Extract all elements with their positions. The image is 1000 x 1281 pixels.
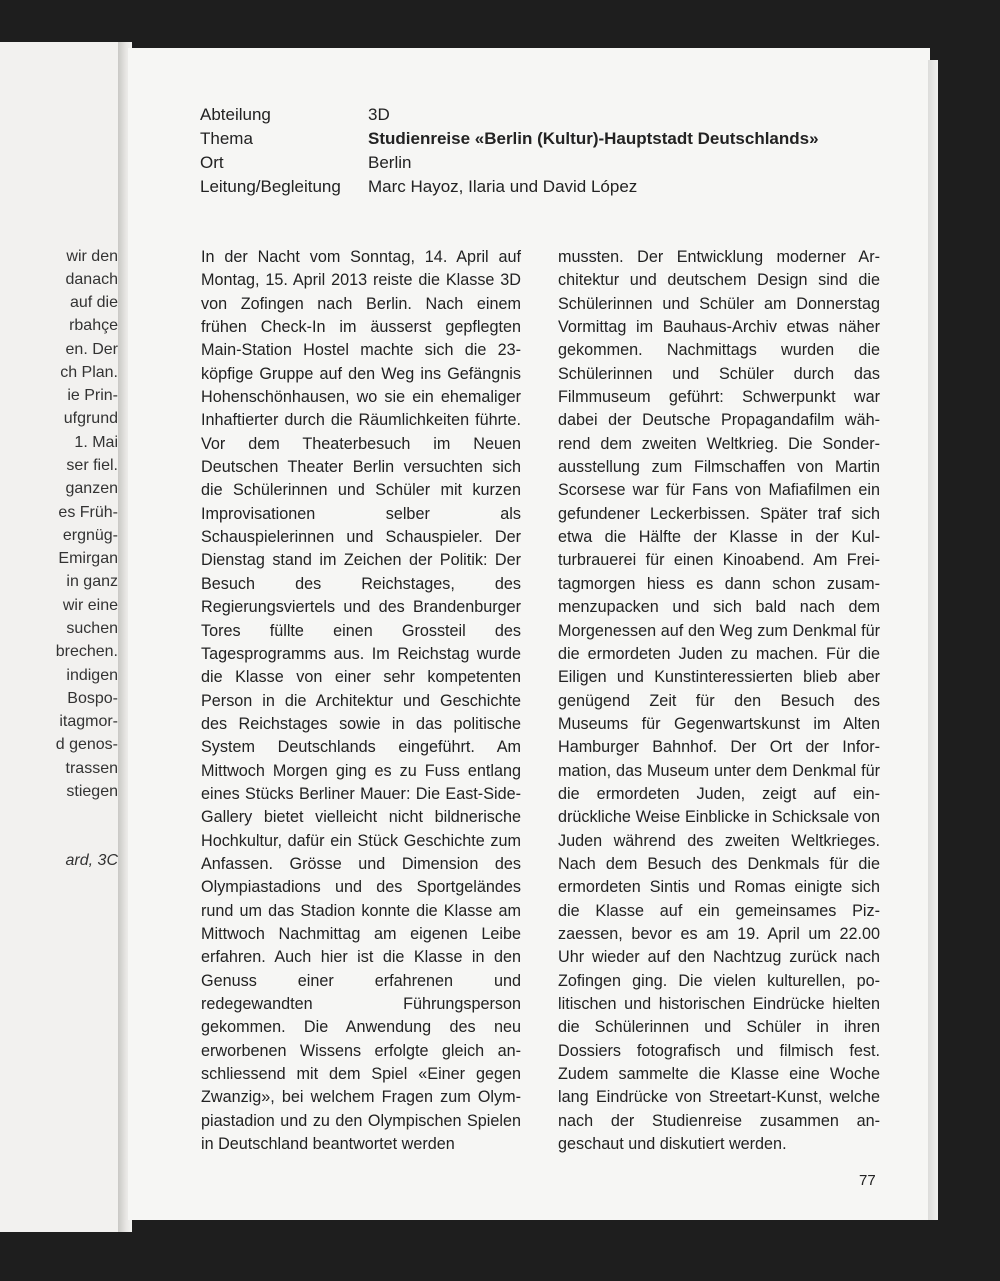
article-column-left: In der Nacht vom Sonntag, 14. April auf Montag, 15. April 2013 reiste die Klasse 3D von Zofingen nach Berlin. Nach einem frühen Check-In im äusserst gepflegten Main-Station Hostel machte sich die 23-köpfige Gruppe auf den Weg ins Gefängnis Hohenschönhausen, wo sie ein ehemaliger Inhaftierter durch die Räumlichkeiten führte. Vor dem Theaterbesuch im Neuen Deutschen Theater Berlin versuchten sich die Schülerinnen und Schüler mit kurzen Improvisationen selber als Schauspielerinnen und Schauspieler. Der Dienstag stand im Zeichen der Politik: Der Besuch des Reichstages, des Regierungsviertels und des Brandenburger Tores füllte einen Grossteil des Tagesprogramms aus. Im Reichstag wurde die Klasse von einer sehr kompetenten Person in die Architektur und Geschichte des Reichstages sowie in das politische System Deutschlands eingeführt. Am Mittwoch Morgen ging es zu Fuss entlang eines Stücks Berliner Mauer: Die East-Side-Gallery bietet vielleicht nicht bildnerische Hochkultur, dafür ein Stück Geschichte zum Anfassen. Grösse und Dimension des Olympiastadions und des Sportgeländes rund um das Stadion konnte die Klasse am Mittwoch Nachmittag am eigenen Leibe erfahren. Auch hier ist die Klasse in den Genuss einer erfahrenen und redegewandten Führungsperson gekommen. Die Anwendung des neu erworbenen Wissens erfolgte gleich anschliessend mit dem Spiel «Einer gegen Zwanzig», bei welchem Fragen zum Olympiastadion und zu den Olympischen Spielen in Deutschland beantwortet werden	[201, 248, 521, 1154]
left-fragment: wir den	[66, 248, 118, 265]
header-key: Abteilung	[200, 105, 271, 124]
page-number: 77	[859, 1172, 876, 1189]
right-page	[128, 48, 930, 1220]
left-fragment: indigen	[66, 667, 118, 684]
left-fragment: stiegen	[66, 783, 118, 800]
left-fragment: wir eine	[62, 597, 118, 614]
left-fragment: rbahçe	[69, 317, 118, 334]
left-fragment: ganzen	[65, 480, 118, 497]
header-key: Thema	[200, 129, 253, 148]
left-fragment: ie Prin-	[67, 387, 118, 404]
left-fragment: trassen	[65, 760, 118, 777]
article-header	[200, 103, 819, 199]
header-value: Studienreise «Berlin (Kultur)-Hauptstadt Deutschlands»	[368, 129, 819, 148]
header-key: Ort	[200, 153, 224, 172]
header-row-location	[200, 151, 819, 175]
left-fragment: Emirgan	[58, 550, 118, 567]
left-page	[0, 42, 122, 1232]
left-fragment: Bospo-	[67, 690, 118, 707]
header-value: Marc Hayoz, Ilaria und David López	[368, 177, 638, 196]
header-row-leadership	[200, 175, 819, 199]
left-fragment: in ganz	[66, 573, 118, 590]
left-fragment: itagmor-	[59, 713, 118, 730]
header-value: 3D	[368, 105, 390, 124]
header-key: Leitung/Begleitung	[200, 177, 341, 196]
header-row-department	[200, 103, 819, 127]
left-fragment: en. Der	[65, 341, 118, 358]
left-fragment: ufgrund	[63, 410, 118, 427]
left-fragment: ser fiel.	[66, 457, 118, 474]
left-fragment: ergnüg-	[62, 527, 118, 544]
left-fragment: auf die	[69, 294, 118, 311]
header-row-topic	[200, 127, 819, 151]
left-fragment: brechen.	[55, 643, 118, 660]
left-fragment: ch Plan.	[60, 364, 118, 381]
left-fragment: suchen	[66, 620, 118, 637]
page-edge	[928, 60, 938, 1220]
article-column-right: mussten. Der Entwicklung moderner Architektur und deutschem Design sind die Schülerinnen und Schüler am Donnerstag Vormittag im Bauhaus-Archiv etwas näher gekommen. Nachmittags wurden die Schülerinnen und Schüler durch das Filmmuseum geführt: Schwerpunkt war dabei der Deutsche Propagandafilm während dem zweiten Weltkrieg. Die Sonderausstellung zum Filmschaffen von Martin Scorsese war für Fans von Mafiafilmen ein gefundener Leckerbissen. Später traf sich etwa die Hälfte der Klasse in der Kulturbrauerei für einen Kinoabend. Am Freitagmorgen hiess es dann schon zusammenzupacken und sich bald nach dem Morgenessen auf den Weg zum Denkmal für die ermordeten Juden zu machen. Für die Eiligen und Kunstinteressierten blieb aber genügend Zeit für den Besuch des Museums für Gegenwartskunst im Alten Hamburger Bahnhof. Der Ort der Information, das Museum unter dem Denkmal für die ermordeten Juden, zeigt auf eindrückliche Weise Einblicke in Schicksale von Juden während des zweiten Weltkrieges. Nach dem Besuch des Denkmals für die ermordeten Sintis und Romas einigte sich die Klasse auf ein gemeinsames Pizzaessen, bevor es am 19. April um 22.00 Uhr wieder auf den Nachtzug zurück nach Zofingen ging. Die vielen kulturellen, politischen und historischen Eindrücke hielten die Schülerinnen und Schüler in ihren Dossiers fotografisch und filmisch fest. Zudem sammelte die Klasse eine Woche lang Eindrücke von Streetart-Kunst, welche nach der Studienreise zusammen angeschaut und diskutiert werden.	[558, 248, 880, 1154]
left-fragment: 1. Mai	[74, 434, 118, 451]
left-fragment: danach	[65, 271, 118, 288]
header-value: Berlin	[368, 153, 412, 172]
left-fragment: es Früh-	[58, 504, 118, 521]
left-signature: ard, 3C	[65, 852, 118, 869]
left-fragment: d genos-	[55, 736, 118, 753]
